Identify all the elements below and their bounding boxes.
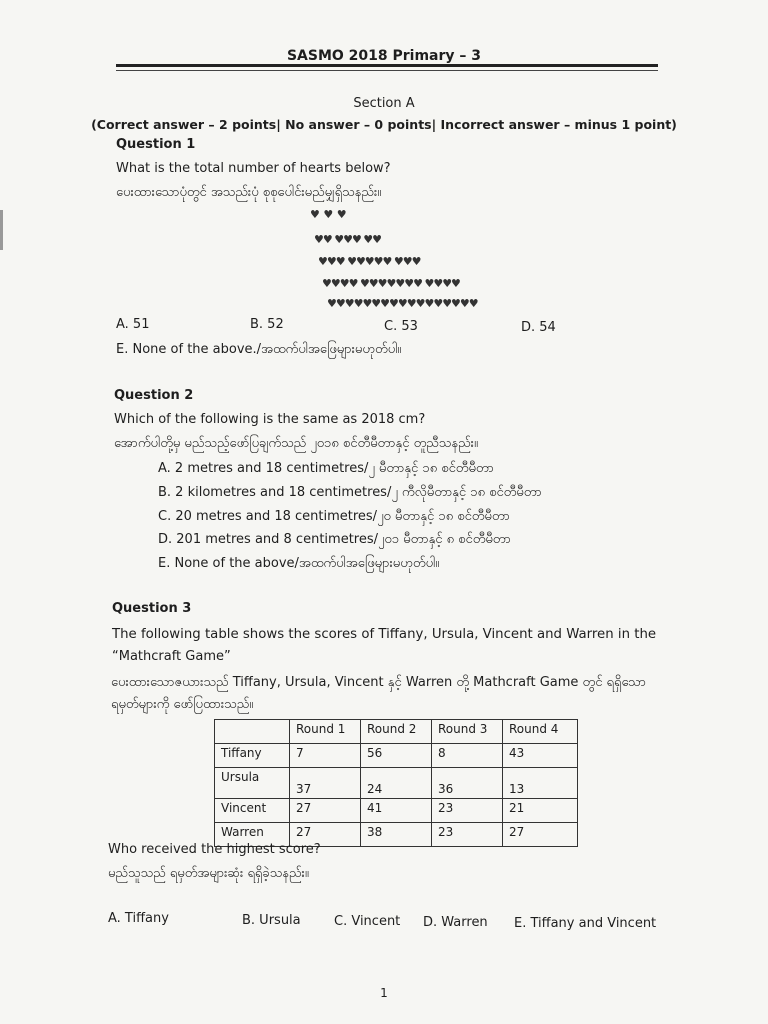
scoring-rules: (Correct answer – 2 points| No answer – 0 points| Incorrect answer – minus 1 point)	[91, 117, 677, 132]
q3-option-a[interactable]: A. Tiffany	[108, 911, 169, 926]
q2-option-d[interactable]: D. 201 metres and 8 centimetres/၂၀၁ မီတာနှင့် ၈ စင်တီမီတာ	[158, 532, 511, 547]
q3-text-en-1: The following table shows the scores of Tiffany, Ursula, Vincent and Warren in the	[112, 627, 657, 642]
table-row	[215, 768, 578, 799]
table-cell: 23	[432, 799, 503, 823]
table-cell: 24	[361, 768, 432, 799]
q1-option-b[interactable]: B. 52	[250, 317, 284, 332]
q2-title: Question 2	[114, 388, 194, 403]
table-cell: 7	[290, 744, 361, 768]
table-cell: 27	[290, 823, 361, 847]
hearts-row-1: ♥ ♥ ♥	[310, 208, 347, 221]
q2-option-a[interactable]: A. 2 metres and 18 centimetres/၂ မီတာနှင့် ၁၈ စင်တီမီတာ	[158, 461, 494, 476]
table-cell: 38	[361, 823, 432, 847]
q2-text-my: အောက်ပါတို့မှ မည်သည့်ဖော်ပြချက်သည် ၂၀၁၈ စင်တီမီတာနှင့် တူညီသနည်း။	[114, 436, 478, 451]
scores-table	[214, 719, 578, 847]
q3-option-c[interactable]: C. Vincent	[334, 914, 401, 929]
table-header-cell: Round 2	[361, 720, 432, 744]
q1-title: Question 1	[116, 137, 196, 152]
q3-question-my: မည်သူသည် ရမှတ်အများဆုံး ရရှိခဲ့သနည်း။	[108, 866, 309, 881]
table-cell: 36	[432, 768, 503, 799]
q1-option-a[interactable]: A. 51	[116, 317, 150, 332]
table-cell-name: Warren	[215, 823, 290, 847]
header-rule-thin	[116, 70, 658, 71]
table-cell: 8	[432, 744, 503, 768]
table-header-cell: Round 4	[503, 720, 578, 744]
table-cell: 56	[361, 744, 432, 768]
table-cell: 43	[503, 744, 578, 768]
table-cell: 41	[361, 799, 432, 823]
table-cell: 27	[503, 823, 578, 847]
q2-option-c[interactable]: C. 20 metres and 18 centimetres/၂၀ မီတာနှင့် ၁၈ စင်တီမီတာ	[158, 509, 510, 524]
table-cell: 37	[290, 768, 361, 799]
page-header-title: SASMO 2018 Primary – 3	[286, 48, 482, 64]
table-row	[215, 799, 578, 823]
scan-edge-mark	[0, 210, 3, 250]
header-rule	[116, 64, 658, 67]
q3-question-en: Who received the highest score?	[108, 842, 321, 857]
hearts-row-3: ♥♥♥ ♥♥♥♥♥ ♥♥♥	[318, 255, 421, 268]
q2-option-e[interactable]: E. None of the above/အထက်ပါအဖြေများမဟုတ်ပါ။	[158, 556, 440, 571]
table-header-row	[215, 720, 578, 744]
q1-option-c[interactable]: C. 53	[384, 319, 418, 334]
q1-option-d[interactable]: D. 54	[521, 320, 556, 335]
q3-option-b[interactable]: B. Ursula	[242, 913, 301, 928]
table-header-cell	[215, 720, 290, 744]
table-cell-name: Vincent	[215, 799, 290, 823]
q1-option-e[interactable]: E. None of the above./အထက်ပါအဖြေများမဟုတ်ပါ။	[116, 342, 402, 357]
q3-text-en-2: “Mathcraft Game”	[112, 649, 231, 664]
q3-option-d[interactable]: D. Warren	[423, 915, 488, 930]
table-cell: 13	[503, 768, 578, 799]
q3-text-my-1: ပေးထားသောဇယားသည် Tiffany, Ursula, Vincent နှင့် Warren တို့ Mathcraft Game တွင် ရရှိသော	[111, 675, 646, 690]
q3-title: Question 3	[112, 601, 192, 616]
table-header-cell: Round 1	[290, 720, 361, 744]
q1-text-my: ပေးထားသောပုံတွင် အသည်းပုံ စုစုပေါင်းမည်မျှရှိသနည်း။	[116, 185, 382, 200]
table-cell-name: Tiffany	[215, 744, 290, 768]
table-row	[215, 744, 578, 768]
hearts-row-5: ♥♥♥♥♥♥♥♥♥♥♥♥♥♥♥♥♥	[327, 297, 478, 310]
hearts-row-4: ♥♥♥♥ ♥♥♥♥♥♥♥ ♥♥♥♥	[322, 277, 460, 290]
table-cell: 27	[290, 799, 361, 823]
table-cell-name: Ursula	[215, 768, 290, 799]
table-header-cell: Round 3	[432, 720, 503, 744]
table-cell: 23	[432, 823, 503, 847]
table-cell: 21	[503, 799, 578, 823]
section-title: Section A	[353, 96, 415, 111]
q3-option-e[interactable]: E. Tiffany and Vincent	[514, 916, 657, 931]
page-number: 1	[380, 986, 388, 1000]
q2-option-b[interactable]: B. 2 kilometres and 18 centimetres/၂ ကီလိုမီတာနှင့် ၁၈ စင်တီမီတာ	[158, 485, 542, 500]
q3-text-my-2: ရမှတ်များကို ဖော်ပြထားသည်။	[111, 697, 254, 712]
q2-text-en: Which of the following is the same as 2018 cm?	[114, 412, 426, 427]
hearts-row-2: ♥♥ ♥♥♥ ♥♥	[314, 233, 382, 246]
q1-text-en: What is the total number of hearts below?	[116, 161, 391, 176]
